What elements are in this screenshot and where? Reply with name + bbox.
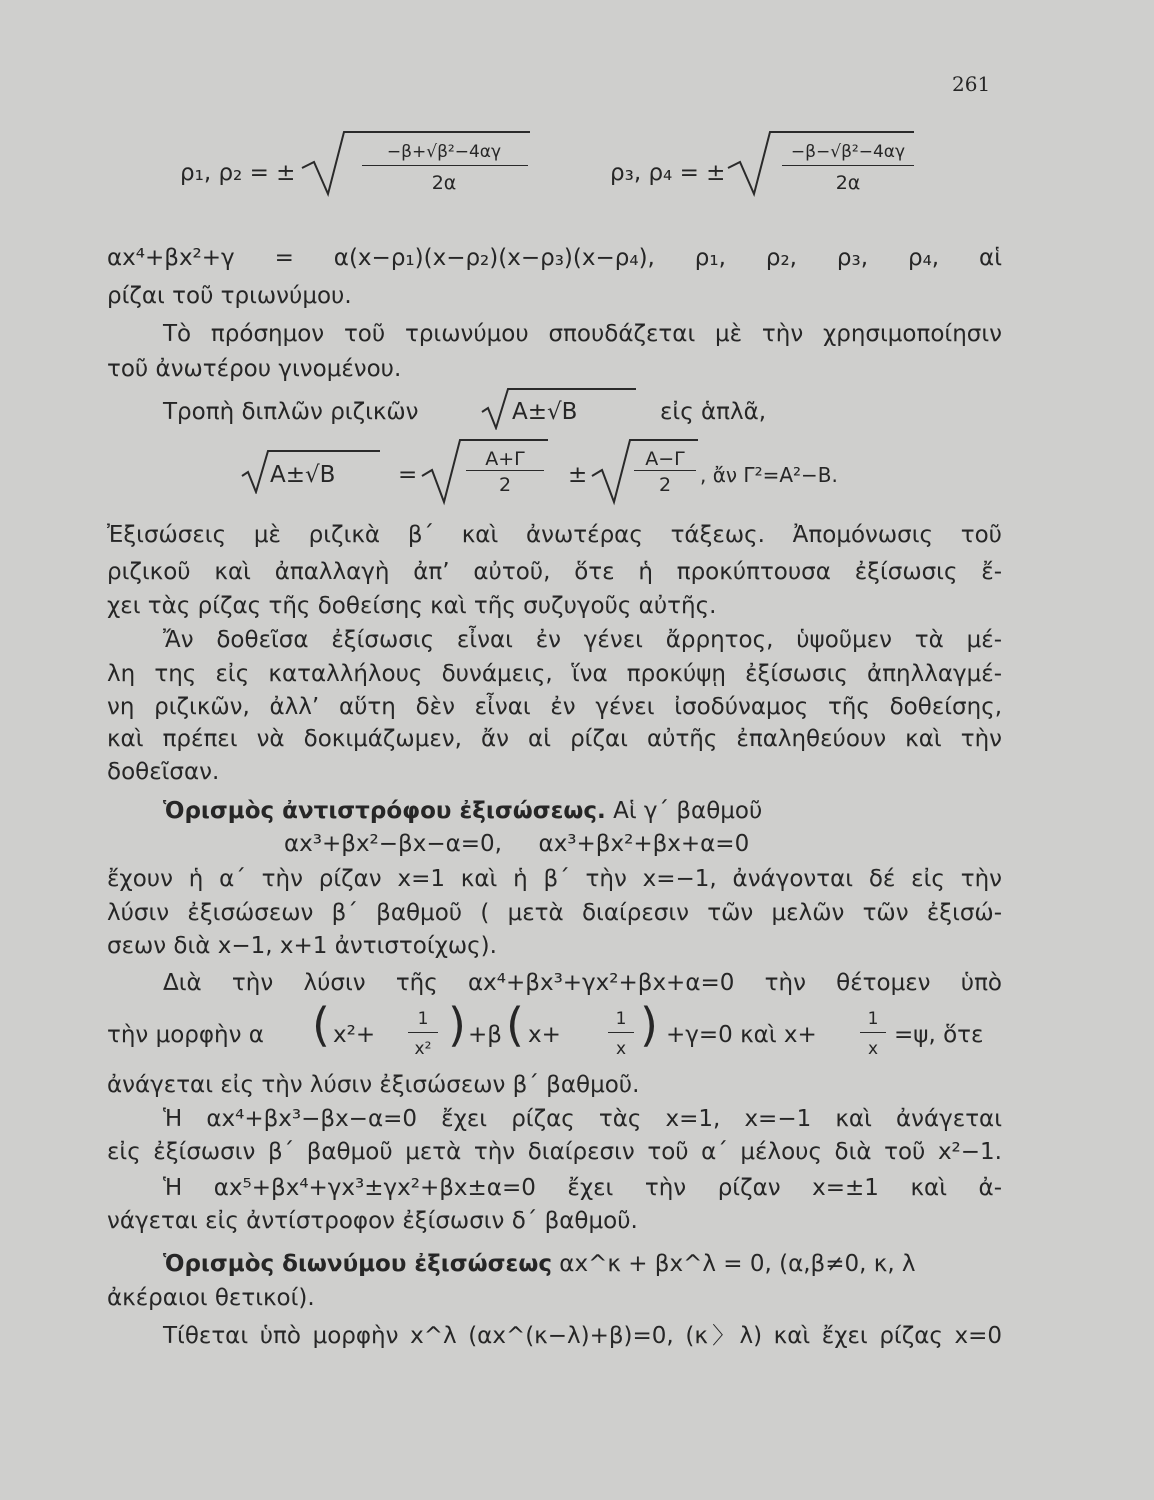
roots-right-lhs: ρ₃, ρ₄ = ±	[610, 160, 726, 186]
text-line: σεων διὰ x−1, x+1 ἀντιστοίχως).	[107, 933, 497, 959]
text-line: ἔχουν ἡ α΄ τὴν ρίζαν x=1 καὶ ἡ β΄ τὴν x=−1, ἀνάγονται δέ εἰς τὴν	[107, 866, 1002, 892]
section-heading: Ὁρισμὸς ἀντιστρόφου ἐξισώσεως.	[163, 798, 606, 824]
formula-equals: =	[398, 462, 418, 488]
fraction-bar	[860, 1032, 886, 1033]
text-line: δοθεῖσαν.	[107, 759, 220, 785]
fraction-numerator: A−Γ	[645, 448, 685, 470]
roots-left-denominator: 2α	[431, 172, 457, 194]
fraction-numerator: A+Γ	[485, 448, 525, 470]
text-line: εἰς ἐξίσωσιν β΄ βαθμοῦ μετὰ τὴν διαίρεσιν τοῦ α΄ μέλους διὰ τοῦ x²−1.	[107, 1139, 1002, 1165]
text-span: =ψ, ὅτε	[894, 1022, 984, 1048]
section-heading-line	[163, 796, 762, 826]
text-line: λη της εἰς καταλλήλους δυνάμεις, ἵνα προκύψῃ ἐξίσωσις ἀπηλλαγμέ-	[107, 661, 1002, 687]
roots-left-numerator: −β+√β²−4αγ	[386, 142, 502, 162]
fraction-numerator: 1	[615, 1009, 627, 1029]
fraction-denominator: x	[867, 1039, 879, 1059]
text-span: x+	[528, 1022, 561, 1048]
text-line: αx⁴+βx²+γ = α(x−ρ₁)(x−ρ₂)(x−ρ₃)(x−ρ₄), ρ₁, ρ₂, ρ₃, ρ₄, αἱ	[107, 245, 1002, 271]
formula-lhs: A±√B	[270, 462, 336, 488]
fraction-numerator: 1	[867, 1009, 879, 1029]
text-line: ἀνάγεται εἰς τὴν λύσιν ἐξισώσεων β΄ βαθμοῦ.	[107, 1072, 640, 1098]
text-line: νάγεται εἰς ἀντίστροφον ἐξίσωσιν δ΄ βαθμοῦ.	[107, 1208, 638, 1234]
text-line: Ἐξισώσεις μὲ ριζικὰ β΄ καὶ ἀνωτέρας τάξεως. Ἀπομόνωσις τοῦ	[107, 522, 1002, 548]
formula-condition: , ἄν Γ²=A²−B.	[700, 463, 838, 487]
text-span: Αἱ γ΄ βαθμοῦ	[605, 798, 763, 824]
fraction-bar	[782, 165, 914, 166]
formula-plus-minus: ±	[568, 462, 588, 488]
roots-right-numerator: −β−√β²−4αγ	[790, 142, 906, 162]
text-line: Τροπὴ διπλῶν ριζικῶν	[163, 399, 419, 425]
text-line: καὶ πρέπει νὰ δοκιμάζωμεν, ἄν αἱ ρίζαι αὐτῆς ἐπαληθεύουν καὶ τὴν	[107, 726, 1002, 752]
text-line: Διὰ τὴν λύσιν τῆς αx⁴+βx³+γx²+βx+α=0 τὴν θέτομεν ὑπὸ	[163, 970, 1002, 996]
text-span: αx^κ + βx^λ = 0, (α,β≠0, κ, λ	[551, 1251, 916, 1277]
text-line: λύσιν ἐξισώσεων β΄ βαθμοῦ ( μετὰ διαίρεσιν τῶν μελῶν τῶν ἐξισώ-	[107, 900, 1002, 926]
section-heading: Ὁρισμὸς διωνύμου ἐξισώσεως	[163, 1251, 552, 1277]
text-line: ριζικοῦ καὶ ἀπαλλαγὴ ἀπ’ αὐτοῦ, ὅτε ἡ προκύπτουσα ἐξίσωσις ἔ-	[107, 559, 1002, 585]
section-heading-line	[163, 1249, 916, 1279]
text-line: Τὸ πρόσημον τοῦ τριωνύμου σπουδάζεται μὲ τὴν χρησιμοποίησιν	[163, 321, 1002, 347]
text-line: Ἡ αx⁴+βx³−βx−α=0 ἔχει ρίζας τὰς x=1, x=−1 καὶ ἀνάγεται	[163, 1106, 1002, 1132]
text-line: εἰς ἁπλᾶ,	[660, 399, 767, 425]
text-line: Ἄν δοθεῖσα ἐξίσωσις εἶναι ἐν γένει ἄρρητος, ὑψοῦμεν τὰ μέ-	[163, 627, 1002, 653]
fraction-numerator: 1	[417, 1009, 429, 1029]
paren-close-icon: )	[448, 998, 466, 1052]
text-line: ἀκέραιοι θετικοί).	[107, 1285, 315, 1311]
fraction-bar	[408, 1032, 438, 1033]
text-span: τὴν μορφὴν α	[107, 1022, 264, 1048]
fraction-bar	[608, 1032, 634, 1033]
paren-close-icon: )	[640, 998, 658, 1052]
roots-left-lhs: ρ₁, ρ₂ = ±	[180, 160, 296, 186]
text-line: ρίζαι τοῦ τριωνύμου.	[107, 283, 352, 309]
fraction-denominator: 2	[658, 474, 672, 496]
text-line: Ἡ αx⁵+βx⁴+γx³±γx²+βx±α=0 ἔχει τὴν ρίζαν x=±1 καὶ ἀ-	[163, 1175, 1002, 1201]
text-line: νη ριζικῶν, ἀλλ’ αὕτη δὲν εἶναι ἐν γένει ἰσοδύναμος τῆς δοθείσης,	[107, 694, 1002, 720]
fraction-denominator: 2	[498, 474, 512, 496]
text-line: Τίθεται ὑπὸ μορφὴν x^λ (αx^(κ−λ)+β)=0, (κ〉λ) καὶ ἔχει ρίζας x=0	[163, 1323, 1002, 1349]
page-number: 261	[952, 72, 991, 96]
equation-line: αx³+βx²−βx−α=0, αx³+βx²+βx+α=0	[284, 831, 750, 857]
text-line: τοῦ ἀνωτέρου γινομένου.	[107, 356, 402, 382]
fraction-denominator: x²	[414, 1039, 432, 1059]
text-line: χει τὰς ρίζας τῆς δοθείσης καὶ τῆς συζυγοῦς αὐτῆς.	[107, 593, 717, 619]
radical-content: A±√B	[512, 399, 578, 425]
text-span: x²+	[333, 1022, 376, 1048]
paren-open-icon: (	[312, 998, 330, 1052]
text-span: +β	[468, 1022, 502, 1048]
paren-open-icon: (	[506, 998, 524, 1052]
roots-right-denominator: 2α	[835, 172, 861, 194]
fraction-bar	[362, 165, 528, 166]
text-span: +γ=0 καὶ x+	[666, 1022, 817, 1048]
fraction-denominator: x	[615, 1039, 627, 1059]
